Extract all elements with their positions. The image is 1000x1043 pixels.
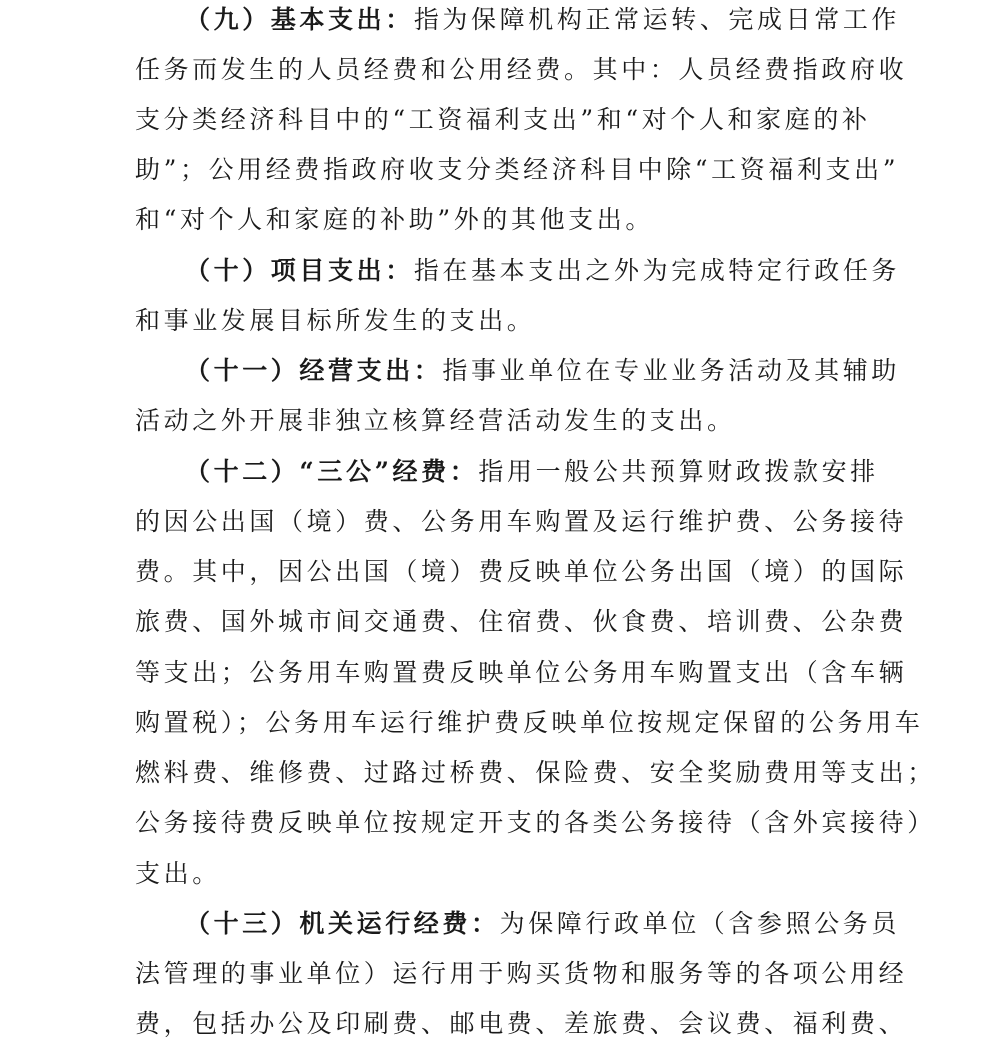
paragraph-line: 任务而发生的人员经费和公用经费。其中：人员经费指政府收 xyxy=(135,55,908,84)
paragraph-line: 燃料费、维修费、过路过桥费、保险费、安全奖励费用等支出； xyxy=(135,758,936,787)
paragraph-line: 的因公出国（境）费、公务用车购置及运行维护费、公务接待 xyxy=(135,507,908,536)
paragraph-text: 指在基本支出之外为完成特定行政任务 xyxy=(413,256,901,285)
paragraph-line: 购置税）；公务用车运行维护费反映单位按规定保留的公务用车 xyxy=(135,708,924,737)
paragraph-heading: （十一）经营支出： xyxy=(185,356,443,385)
paragraph-line xyxy=(185,5,900,35)
paragraph-heading: （十三）机关运行经费： xyxy=(185,909,500,938)
paragraph-text: 指用一般公共预算财政拨款安排 xyxy=(478,457,879,486)
paragraph-line: 费。其中，因公出国（境）费反映单位公务出国（境）的国际 xyxy=(135,557,908,586)
paragraph-line: 活动之外开展非独立核算经营活动发生的支出。 xyxy=(135,406,736,435)
paragraph-line xyxy=(185,356,900,386)
paragraph-line: 支分类经济科目中的“工资福利支出”和“对个人和家庭的补 xyxy=(135,105,871,134)
paragraph-line xyxy=(185,256,900,286)
paragraph-text: 为保障行政单位（含参照公务员 xyxy=(499,909,901,938)
paragraph-heading: （九）基本支出： xyxy=(185,5,414,34)
paragraph-line: 等支出；公务用车购置费反映单位公务用车购置支出（含车辆 xyxy=(135,658,908,687)
paragraph-text: 指事业单位在专业业务活动及其辅助 xyxy=(442,356,901,385)
paragraph-line: 公务接待费反映单位按规定开支的各类公务接待（含外宾接待） xyxy=(135,808,936,837)
paragraph-heading: （十二）“三公”经费： xyxy=(185,457,479,486)
paragraph-text: 指为保障机构正常运转、完成日常工作 xyxy=(413,5,901,34)
paragraph-line xyxy=(185,457,879,487)
paragraph-line: 助”；公用经费指政府收支分类经济科目中除“工资福利支出” xyxy=(135,155,900,184)
paragraph-line xyxy=(185,909,900,939)
paragraph-line: 法管理的事业单位）运行用于购买货物和服务等的各项公用经 xyxy=(135,959,908,988)
paragraph-line: 支出。 xyxy=(135,859,221,888)
paragraph-heading: （十）项目支出： xyxy=(185,256,414,285)
paragraph-line: 和“对个人和家庭的补助”外的其他支出。 xyxy=(135,205,654,234)
paragraph-line: 费，包括办公及印刷费、邮电费、差旅费、会议费、福利费、 xyxy=(135,1009,908,1038)
paragraph-line: 旅费、国外城市间交通费、住宿费、伙食费、培训费、公杂费 xyxy=(135,607,908,636)
paragraph-line: 和事业发展目标所发生的支出。 xyxy=(135,306,536,335)
